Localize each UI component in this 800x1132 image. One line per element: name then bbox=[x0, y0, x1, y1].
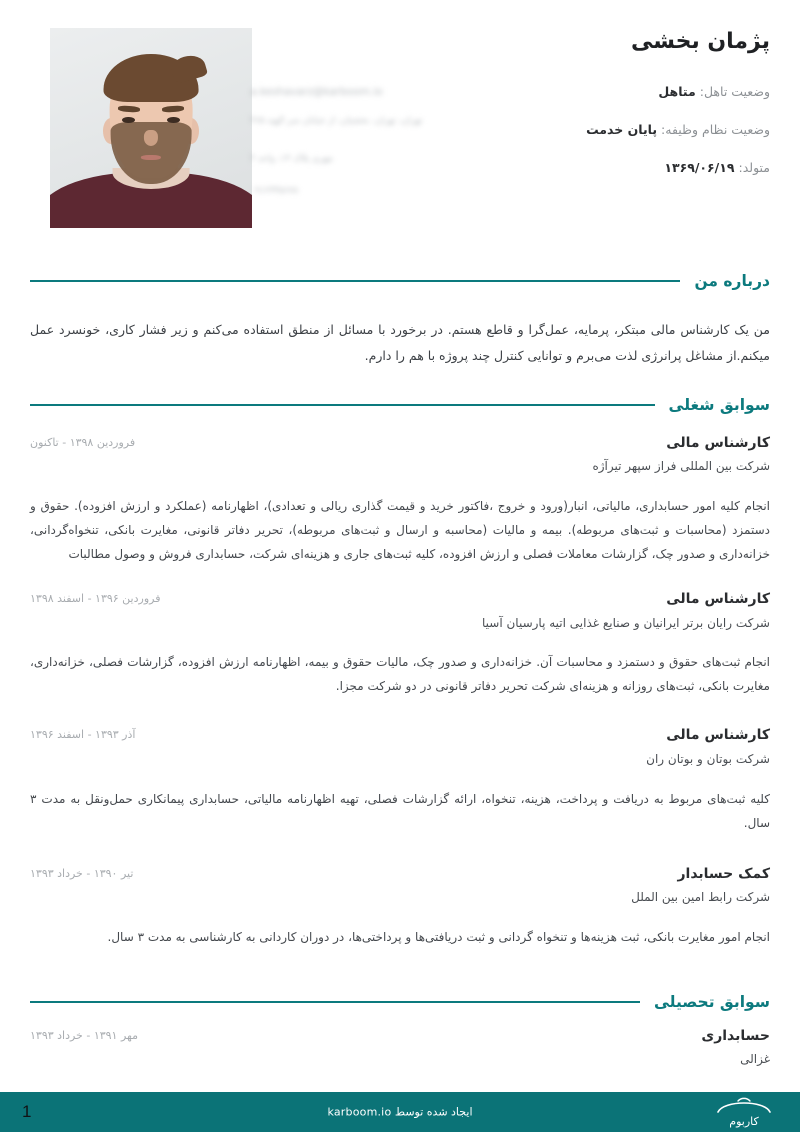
degree-field: حسابداری bbox=[701, 1028, 770, 1044]
marital-status-value: متاهل bbox=[658, 83, 696, 99]
redacted-address: تهران، تهران، بخشیان، از خیابان سر الهیه ۴۶۵ bbox=[250, 115, 423, 126]
job-description: انجام امور مغایرت بانکی، ثبت هزینه‌ها و تنخواه گردانی و ثبت دریافتی‌ها و پرداختی‌ها، در دوران کاردانی به کارشناسی به مدت ۳ سال. bbox=[107, 929, 770, 944]
job-date-range: تیر ۱۳۹۰ - خرداد ۱۳۹۳ bbox=[30, 866, 134, 880]
military-status-label: وضعیت نظام وظیفه: bbox=[661, 121, 770, 137]
job-company: شرکت رابط امین بین الملل bbox=[631, 889, 770, 904]
education-date-range: مهر ۱۳۹۱ - خرداد ۱۳۹۳ bbox=[30, 1029, 138, 1042]
birth-date-label: متولد: bbox=[738, 159, 770, 175]
job-company: شرکت رایان برتر ایرانیان و صنایع غذایی اتیه پارسیان آسیا bbox=[482, 615, 770, 630]
marital-status-label: وضعیت تاهل: bbox=[699, 83, 770, 99]
experience-item bbox=[30, 863, 770, 949]
detail-row-birthdate bbox=[250, 153, 770, 183]
section-experience bbox=[30, 396, 770, 949]
page-number: 1 bbox=[22, 1102, 32, 1121]
job-date-range: آذر ۱۳۹۳ - اسفند ۱۳۹۶ bbox=[30, 728, 136, 742]
page-footer bbox=[0, 1092, 800, 1132]
profile-photo bbox=[50, 28, 252, 228]
military-status bbox=[586, 115, 770, 145]
experience-title: سوابق شغلی bbox=[668, 396, 770, 414]
marital-status bbox=[658, 77, 770, 107]
military-status-value: پایان خدمت bbox=[586, 121, 658, 137]
education-item bbox=[30, 1025, 770, 1071]
experience-heading bbox=[30, 396, 770, 414]
about-divider bbox=[30, 280, 680, 282]
job-company: شرکت بین المللی فراز سپهر تیرآژه bbox=[592, 459, 770, 474]
job-description: کلیه ثبت‌های مربوط به دریافت و پرداخت، هزینه، تنخواه، ارائه گزارشات فصلی، تهیه اظهارنامه مالیاتی، حسابداری پیمانکاری حمل‌ونقل به مدت ۳ سال. bbox=[30, 791, 770, 830]
job-date-range: فروردین ۱۳۹۸ - تاکنون bbox=[30, 436, 136, 449]
redacted-address-2: مهری پلاک ۱۳، واحد ۴ bbox=[250, 153, 333, 164]
experience-item bbox=[30, 432, 770, 566]
birth-date bbox=[664, 153, 770, 183]
brand-wordmark: کاربوم bbox=[729, 1115, 759, 1128]
redacted-email: a.keshavarz@karboom.io bbox=[250, 85, 383, 98]
detail-row-marital bbox=[250, 77, 770, 107]
resume-header bbox=[0, 0, 800, 250]
education-heading bbox=[30, 993, 770, 1011]
redacted-phone: ۰۹۱۲۳۴۵۶۷۸ bbox=[250, 185, 299, 196]
job-company: شرکت بوتان و بوتان ران bbox=[646, 751, 770, 766]
detail-row-phone bbox=[250, 185, 770, 205]
experience-item bbox=[30, 588, 770, 698]
job-date-range: فروردین ۱۳۹۶ - اسفند ۱۳۹۸ bbox=[30, 592, 161, 606]
section-about bbox=[30, 272, 770, 368]
portrait-image bbox=[50, 28, 252, 228]
education-title: سوابق تحصیلی bbox=[653, 993, 770, 1011]
experience-divider bbox=[30, 404, 655, 406]
about-title: درباره من bbox=[694, 272, 770, 290]
logo-arc-icon bbox=[714, 1097, 774, 1115]
birth-date-value: ۱۳۶۹/۰۶/۱۹ bbox=[664, 159, 735, 175]
karboom-logo[interactable] bbox=[714, 1097, 774, 1127]
job-role: کارشناس مالی bbox=[666, 727, 770, 744]
section-education bbox=[30, 993, 770, 1071]
experience-item bbox=[30, 724, 770, 834]
about-text: من یک کارشناس مالی مبتکر، پرمایه، عمل‌گرا و قاطع هستم. در برخورد با مسائل از منطق استفاده می‌کنم و زیر فشار کاری، خونسرد عمل میکنم.از مشاغل پرانرژی لذت می‌برم و توانایی کنترل چند پروژه با هم را دارم. bbox=[30, 322, 770, 363]
job-role: کارشناس مالی bbox=[666, 435, 770, 451]
institution-name: غزالی bbox=[740, 1052, 770, 1067]
detail-row-military bbox=[250, 115, 770, 145]
footer-credit[interactable]: ایجاد شده توسط karboom.io bbox=[327, 1105, 473, 1119]
about-heading bbox=[30, 272, 770, 290]
education-divider bbox=[30, 1001, 640, 1003]
job-description: انجام کلیه امور حسابداری، مالیاتی، انبار(ورود و خروج ،فاکتور خرید و قیمت گذاری ریالی و تعدادی)، اظهارنامه (عملکرد و ارزش افزوده). حقوق و دستمزد (محاسبات و ثبت‌های مربوطه). بیمه و مالیات (محاسبه و ارسال و ثبت‌های مربوطه)، تحریر دفاتر قانونی، مغایرت بانکی، تنخواه‌گردانی، خزانه‌داری و صدور چک، گزارشات معاملات فصلی و ارزش افزوده، کلیه ثبت‌های جاری و هزینه‌ای شرکت، حسابداری فروش و وصول مطالبات bbox=[30, 499, 770, 562]
job-role: کمک حسابدار bbox=[677, 865, 770, 882]
job-role: کارشناس مالی bbox=[666, 591, 770, 608]
header-details bbox=[250, 28, 770, 213]
page-title: پژمان بخشی bbox=[630, 29, 770, 54]
job-description: انجام ثبت‌های حقوق و دستمزد و محاسبات آن. خزانه‌داری و صدور چک، مالیات حقوق و بیمه، اظهارنامه ارزش افزوده، گزارشات فصلی، خزانه‌داری، مغایرت بانکی، ثبت‌های روزانه و هزینه‌ای شرکت تحریر دفاتر قانونی در دو شرکت مجزا. bbox=[30, 655, 770, 694]
